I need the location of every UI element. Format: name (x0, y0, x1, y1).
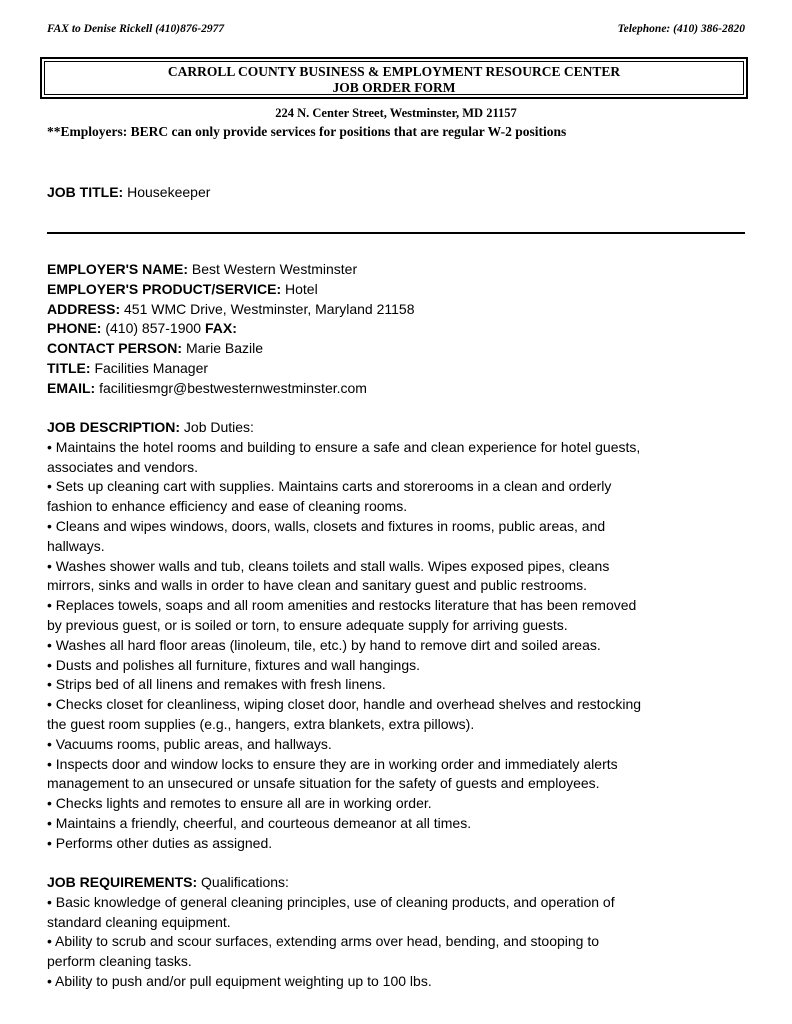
email-value: facilitiesmgr@bestwesternwestminster.com (99, 379, 367, 396)
job-description-heading (47, 418, 737, 438)
duty-line: fashion to enhance efficiency and ease of cleaning rooms. (47, 498, 408, 515)
requirement-line: • Ability to scrub and scour surfaces, extending arms over head, bending, and stooping to (47, 933, 600, 950)
top-contact-line (47, 23, 745, 39)
employer-address-row (47, 300, 415, 320)
duty-line: management to an unsecured or unsafe situation for the safety of guests and employees. (47, 775, 600, 792)
employer-fax-label: FAX: (204, 320, 237, 337)
email-label: EMAIL: (47, 379, 96, 396)
job-title-label: JOB TITLE: (47, 184, 124, 200)
duty-line: by previous guest, or is soiled or torn, to ensure adequate supply for arriving guests. (47, 616, 568, 633)
employer-name-value: Best Western Westminster (191, 261, 358, 277)
job-description-label: JOB DESCRIPTION: (47, 419, 181, 435)
duty-line: • Inspects door and window locks to ensure they are in working order and immediately alerts (47, 755, 618, 772)
duty-line: • Replaces towels, soaps and all room amenities and restocks literature that has been removed (47, 597, 637, 614)
job-requirements (47, 873, 737, 992)
duty-line: • Washes all hard floor areas (linoleum, tile, etc.) by hand to remove dirt and soiled areas. (47, 636, 601, 653)
employer-name-label: EMPLOYER'S NAME: (47, 261, 189, 277)
title-box-inner (44, 61, 744, 95)
job-requirements-heading (47, 873, 737, 893)
employer-name-row (47, 260, 415, 280)
job-requirements-intro: Qualifications: (201, 874, 289, 890)
contact-title-row (47, 359, 415, 379)
requirement-line: perform cleaning tasks. (47, 953, 192, 970)
job-title-field (47, 184, 210, 200)
duty-line: mirrors, sinks and walls in order to have clean and sanitary guest and public restrooms. (47, 577, 588, 594)
email-row (47, 379, 415, 399)
duty-line: • Sets up cleaning cart with supplies. Maintains carts and storerooms in a clean and orderly (47, 478, 612, 495)
job-title-value: Housekeeper (127, 184, 211, 200)
duty-line: • Performs other duties as assigned. (47, 834, 273, 851)
duty-line: • Checks lights and remotes to ensure all are in working order. (47, 795, 432, 812)
employer-notice: **Employers: BERC can only provide services for positions that are regular W-2 positions (47, 124, 567, 139)
fax-to-text: FAX to Denise Rickell (410)876-2977 (47, 23, 225, 35)
duty-line: • Checks closet for cleanliness, wiping closet door, handle and overhead shelves and restocking (47, 696, 642, 713)
employer-phone-label: PHONE: (47, 320, 102, 337)
contact-person-row (47, 339, 415, 359)
duty-line: • Maintains a friendly, cheerful, and courteous demeanor at all times. (47, 814, 472, 831)
job-requirements-label: JOB REQUIREMENTS: (47, 874, 198, 890)
employer-address-label: ADDRESS: (47, 300, 121, 317)
duty-line: the guest room supplies (e.g., hangers, extra blankets, extra pillows). (47, 715, 475, 732)
job-description-intro: Job Duties: (183, 419, 254, 435)
duty-line: • Maintains the hotel rooms and building to ensure a safe and clean experience for hotel guests, (47, 438, 641, 455)
duty-line: • Vacuums rooms, public areas, and hallways. (47, 735, 332, 752)
section-divider (47, 232, 745, 234)
telephone-text: Telephone: (410) 386-2820 (617, 23, 745, 35)
duty-line: • Strips bed of all linens and remakes with fresh linens. (47, 676, 386, 693)
duty-line: associates and vendors. (47, 458, 198, 475)
employer-address-value: 451 WMC Drive, Westminster, Maryland 21158 (124, 300, 415, 317)
employer-phone-value: (410) 857-1900 (105, 320, 202, 337)
job-description (47, 418, 737, 854)
duty-line: • Washes shower walls and tub, cleans toilets and stall walls. Wipes exposed pipes, cleans (47, 557, 610, 574)
duty-line: hallways. (47, 537, 105, 554)
contact-person-label: CONTACT PERSON: (47, 340, 183, 357)
requirement-line: • Ability to push and/or pull equipment weighting up to 100 lbs. (47, 972, 432, 989)
employer-product-label: EMPLOYER'S PRODUCT/SERVICE: (47, 280, 282, 297)
org-address: 224 N. Center Street, Westminster, MD 21157 (275, 106, 517, 120)
org-name: CARROLL COUNTY BUSINESS & EMPLOYMENT RESOURCE CENTER (167, 64, 621, 79)
contact-person-value: Marie Bazile (185, 340, 263, 357)
title-box (40, 57, 748, 99)
contact-title-value: Facilities Manager (94, 359, 209, 376)
employer-product-value: Hotel (285, 280, 318, 297)
duty-line: • Dusts and polishes all furniture, fixtures and wall hangings. (47, 656, 420, 673)
employer-phone-row (47, 319, 415, 339)
requirement-line: standard cleaning equipment. (47, 913, 231, 930)
contact-title-label: TITLE: (47, 359, 91, 376)
employer-info (47, 260, 415, 399)
requirement-line: • Basic knowledge of general cleaning principles, use of cleaning products, and operation of (47, 893, 615, 910)
form-name: JOB ORDER FORM (332, 80, 456, 95)
employer-product-row (47, 280, 415, 300)
duty-line: • Cleans and wipes windows, doors, walls, closets and fixtures in rooms, public areas, and (47, 517, 606, 534)
